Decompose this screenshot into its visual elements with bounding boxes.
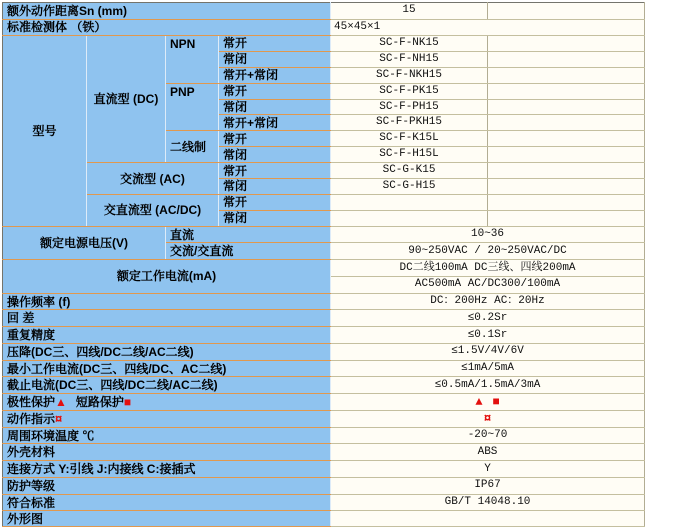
model-number: SC-G-K15	[331, 163, 488, 179]
spec-row	[3, 226, 645, 243]
model-number: SC-F-NKH15	[331, 67, 488, 83]
empty-cell	[488, 115, 645, 131]
model-number: SC-F-H15L	[331, 147, 488, 163]
row-value: Y	[331, 461, 645, 478]
model-number: SC-F-PH15	[331, 99, 488, 115]
voltage-value: 90~250VAC / 20~250VAC/DC	[331, 243, 645, 260]
spec-row	[3, 494, 645, 511]
model-output: 常闭	[219, 147, 331, 163]
model-npn-label: NPN	[166, 36, 219, 84]
voltage-value: 10~36	[331, 226, 645, 243]
spec-row	[3, 477, 645, 494]
empty-cell	[488, 147, 645, 163]
model-output: 常闭	[219, 179, 331, 195]
row-label-sn: 额外动作距离Sn (mm)	[3, 3, 331, 20]
spec-row	[3, 327, 645, 344]
spec-row	[3, 444, 645, 461]
model-output: 常闭	[219, 210, 331, 226]
empty-cell	[488, 36, 645, 52]
spec-row	[3, 3, 645, 20]
row-value: ≤0.1Sr	[331, 327, 645, 344]
model-dc-label: 直流型 (DC)	[87, 36, 166, 163]
model-output: 常开+常闭	[219, 67, 331, 83]
row-label: 防护等级	[3, 477, 331, 494]
row-value: -20~70	[331, 427, 645, 444]
empty-cell	[488, 67, 645, 83]
indicator-value	[331, 410, 645, 427]
spec-row	[3, 194, 645, 210]
empty-cell	[488, 131, 645, 147]
voltage-label: 额定电源电压(V)	[3, 226, 166, 260]
voltage-sub-label: 直流	[166, 226, 331, 243]
square-icon: ■	[492, 394, 500, 409]
spec-row	[3, 360, 645, 377]
spec-row	[3, 394, 645, 411]
row-value: DC：200Hz AC：20Hz	[331, 293, 645, 310]
model-number: SC-F-NH15	[331, 51, 488, 67]
triangle-icon: ▲	[55, 395, 67, 410]
model-number: SC-F-NK15	[331, 36, 488, 52]
led-indicator-icon: ¤	[483, 410, 492, 426]
model-output: 常开	[219, 194, 331, 210]
empty-cell	[488, 51, 645, 67]
empty-cell	[488, 163, 645, 179]
row-label: 截止电流(DC三、四线/DC二线/AC二线)	[3, 377, 331, 394]
polarity-value	[331, 394, 645, 411]
model-output: 常闭	[219, 51, 331, 67]
empty-cell	[488, 83, 645, 99]
model-output: 常开+常闭	[219, 115, 331, 131]
model-number: SC-F-K15L	[331, 131, 488, 147]
model-number: SC-F-PKH15	[331, 115, 488, 131]
model-number: SC-F-PK15	[331, 83, 488, 99]
voltage-sub-label: 交流/交直流	[166, 243, 331, 260]
spec-row	[3, 343, 645, 360]
row-label: 连接方式 Y:引线 J:内接线 C:接插式	[3, 461, 331, 478]
row-value-target: 45×45×1	[331, 19, 645, 36]
polarity-label-text: 极性保护	[7, 395, 56, 410]
model-output: 常开	[219, 163, 331, 179]
row-value: GB/T 14048.10	[331, 494, 645, 511]
spec-row	[3, 427, 645, 444]
spec-row	[3, 461, 645, 478]
row-label: 外壳材料	[3, 444, 331, 461]
row-label: 最小工作电流(DC三、四线/DC、AC二线)	[3, 360, 331, 377]
spec-table	[2, 2, 645, 527]
square-icon: ■	[123, 395, 132, 410]
row-label: 外形图	[3, 511, 331, 527]
row-value: IP67	[331, 477, 645, 494]
row-value: ≤0.5mA/1.5mA/3mA	[331, 377, 645, 394]
model-title: 型号	[3, 36, 87, 227]
led-indicator-icon: ¤	[55, 411, 63, 427]
spec-row	[3, 310, 645, 327]
empty-cell	[488, 194, 645, 210]
row-label: 周围环境温度 ℃	[3, 427, 331, 444]
model-two-wire-label: 二线制	[166, 131, 219, 163]
row-label: 回 差	[3, 310, 331, 327]
empty-cell	[488, 99, 645, 115]
spec-row	[3, 293, 645, 310]
row-value: ABS	[331, 444, 645, 461]
spec-row	[3, 377, 645, 394]
row-label: 符合标准	[3, 494, 331, 511]
triangle-icon: ▲	[475, 394, 483, 409]
current-value: AC500mA AC/DC300/100mA	[331, 276, 645, 293]
model-acdc-label: 交直流型 (AC/DC)	[87, 194, 219, 226]
polarity-label	[3, 394, 331, 411]
spec-row	[3, 163, 645, 179]
row-label: 重复精度	[3, 327, 331, 344]
spec-row	[3, 410, 645, 427]
model-output: 常开	[219, 83, 331, 99]
spec-row	[3, 36, 645, 52]
current-label: 额定工作电流(mA)	[3, 260, 331, 294]
model-number	[331, 210, 488, 226]
row-value: ≤1mA/5mA	[331, 360, 645, 377]
row-label: 压降(DC三、四线/DC二线/AC二线)	[3, 343, 331, 360]
row-label-target: 标准检测体 （铁）	[3, 19, 331, 36]
short-circuit-label-text: 短路保护	[75, 395, 124, 410]
empty-cell	[331, 511, 645, 527]
current-value: DC二线100mA DC三线、四线200mA	[331, 260, 645, 277]
empty-cell	[488, 210, 645, 226]
model-ac-label: 交流型 (AC)	[87, 163, 219, 195]
model-output: 常开	[219, 36, 331, 52]
indicator-label-text: 动作指示	[7, 412, 56, 427]
spec-row-partial	[3, 511, 645, 527]
model-output: 常闭	[219, 99, 331, 115]
empty-cell	[488, 3, 645, 20]
row-value: ≤1.5V/4V/6V	[331, 343, 645, 360]
spec-row	[3, 19, 645, 36]
spec-row	[3, 260, 645, 277]
row-value-sn: 15	[331, 3, 488, 20]
indicator-label	[3, 410, 331, 427]
model-pnp-label: PNP	[166, 83, 219, 131]
row-label: 操作频率 (f)	[3, 293, 331, 310]
model-number: SC-G-H15	[331, 179, 488, 195]
model-number	[331, 194, 488, 210]
empty-cell	[488, 179, 645, 195]
model-output: 常开	[219, 131, 331, 147]
row-value: ≤0.2Sr	[331, 310, 645, 327]
